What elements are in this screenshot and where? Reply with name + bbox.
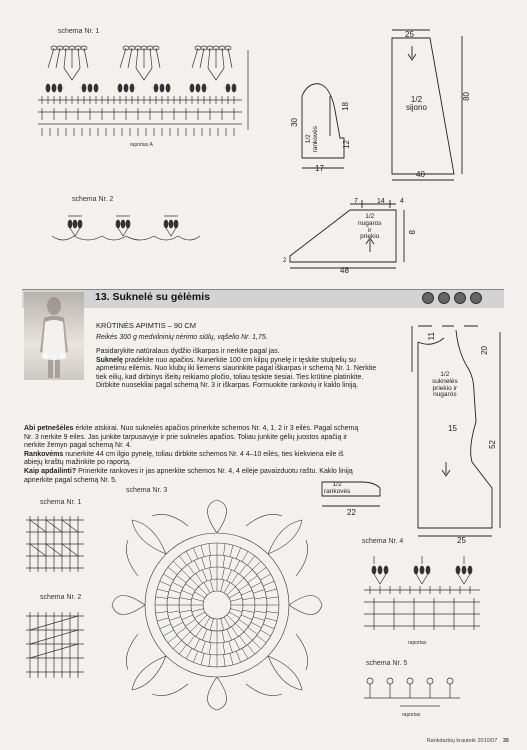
- yarn-icon: [454, 292, 466, 304]
- small-sleeve-dim-22: 22: [347, 508, 356, 517]
- front-dim-7: 7: [354, 198, 358, 205]
- bodice-dim-11: 11: [427, 332, 436, 341]
- paragraph-4-body: nunerkite 44 cm ilgio pynelę, toliau dirbkite schemos Nr. 4 4–10 eilės, ties kiekviena eile iš abiejų kraštų mažinkite po raportą.: [24, 450, 344, 467]
- model-silhouette-icon: [24, 292, 84, 380]
- front-dim-48: 48: [340, 266, 349, 275]
- sleeve-dim-18: 18: [341, 102, 350, 111]
- crochet-chart-schema-5-bottom: [360, 674, 470, 714]
- instructions-wide: [24, 425, 364, 485]
- paragraph-4: [24, 451, 364, 468]
- crochet-chart-schema-2-bottom: [22, 608, 92, 688]
- paragraph-5: [24, 468, 364, 485]
- footer: [427, 738, 509, 744]
- paragraph-2: [96, 357, 378, 391]
- footer-source: Rankdarbių krautelė 2010/07: [426, 738, 498, 744]
- bodice-dim-25: 25: [457, 536, 466, 545]
- crochet-chart-schema-4-bottom: [360, 550, 490, 646]
- crochet-chart-schema-3-circle: [108, 496, 326, 714]
- skirt-dim-80: 80: [462, 92, 471, 101]
- paragraph-4-lead: Rankovėms: [24, 450, 64, 458]
- skirt-pattern-shape: [384, 26, 484, 186]
- crochet-chart-schema-1-top: [34, 40, 254, 148]
- size-line: KRŪTINĖS APIMTIS – 90 CM: [96, 321, 197, 330]
- yarn-icon: [438, 292, 450, 304]
- section-title: 13. Suknelė su gėlėmis: [95, 291, 210, 303]
- crochet-chart-schema-1-bottom: [22, 512, 92, 584]
- skirt-label: 1/2 sijono: [406, 95, 427, 113]
- page-number: 35: [502, 738, 509, 744]
- crochet-chart-schema-2-top: [48, 212, 208, 248]
- schema-2-title: schema Nr. 2: [72, 196, 114, 203]
- bodice-dim-20: 20: [480, 346, 489, 355]
- paragraph-3-lead: Abi petnešėles: [24, 425, 74, 432]
- yarn-icon: [470, 292, 482, 304]
- bottom-schema-2-title: schema Nr. 2: [40, 594, 82, 601]
- paragraph-3-body: ėrkite atskirai. Nuo suknelės apačios prinerkite schemos Nr. 4, 1, 2 ir 3 eilės. Pagal schemą Nr. 3 nerkite 9 eiles. Jas junkite tarpusavyje ir prie suknelės apačios. Toliau junkite gėlių juostos apačią ir nerkite žemyn pagal schemą Nr. 4.: [24, 425, 359, 450]
- bodice-dim-15: 15: [448, 424, 457, 433]
- front-dim-14: 14: [377, 198, 385, 205]
- instructions: [96, 348, 378, 391]
- sleeve-dim-12: 12: [342, 140, 351, 149]
- schema-1-title: schema Nr. 1: [58, 28, 100, 35]
- dress-photo: [24, 292, 84, 380]
- bottom-schema-5-title: schema Nr. 5: [366, 660, 408, 667]
- paragraph-5-lead: Kaip apdailinti?: [24, 467, 77, 475]
- front-back-pattern-shape: [280, 200, 430, 274]
- paragraph-5-body: Prinerkite rankoves ir jas apnerkite schemos Nr. 4, 4 eilėje pavaizduotu raštu. Kaklo liniją apnerkite pagal schemą Nr. 5.: [24, 467, 353, 484]
- paragraph-2-lead: Suknelę: [96, 356, 123, 364]
- front-dim-8: 8: [408, 230, 417, 235]
- sleeve-dim-30: 30: [290, 118, 299, 127]
- sleeve-dim-17: 17: [315, 164, 324, 173]
- paragraph-3: [24, 425, 364, 451]
- paragraph-1: Pasidarykite natūralaus dydžio iškarpas ir nerkite pagal jas.: [96, 348, 280, 355]
- sleeve-label: 1/2 rankovės: [305, 126, 319, 153]
- front-dim-4: 4: [400, 198, 404, 205]
- schema-5-raportas: raportas: [402, 712, 421, 718]
- front-label: 1/2 nugaros ir priekio: [358, 213, 382, 241]
- bodice-label: 1/2 suknelės priekio ir nugaros: [432, 371, 458, 399]
- bodice-pattern-shape: [408, 312, 518, 544]
- paragraph-2-body: pradėkite nuo apačios. Nunerkite 100 cm kilpų pynelę ir tęskite stulpelių su apmetimu eilėmis. Nuo klubų iki liemens siaurinkite pagal iškarpas ir schemą Nr. 1. Nerkite tiek eilių, kad dirbinys išeitų reikiamo pločio, toliau tęskite tiesiai. Ties krūtine platinkite. Dirbkite nuosekliai pagal schemą Nr. 3 ir iškarpas. Formuokite rankovių ir kaklo liniją.: [96, 356, 377, 390]
- front-dim-2: 2: [283, 258, 287, 264]
- bottom-schema-1-title: schema Nr. 1: [40, 499, 82, 506]
- yarn-icon: [422, 292, 434, 304]
- small-sleeve-label: 1/2 rankovės: [324, 481, 351, 495]
- skirt-dim-25: 25: [405, 30, 414, 39]
- materials-line: Reikės 300 g medvilninių nėrimo siūlų, vąšelio Nr. 1,75.: [96, 334, 268, 341]
- skirt-dim-40: 40: [416, 170, 425, 179]
- bottom-schema-3-title: schema Nr. 3: [126, 487, 168, 494]
- bottom-schema-4-title: schema Nr. 4: [362, 538, 404, 545]
- schema-4-raportas: raportas: [408, 640, 427, 646]
- bodice-dim-52: 52: [488, 440, 497, 449]
- difficulty-rating: [422, 292, 482, 304]
- schema-1-raportas-label: raportas A: [130, 142, 153, 148]
